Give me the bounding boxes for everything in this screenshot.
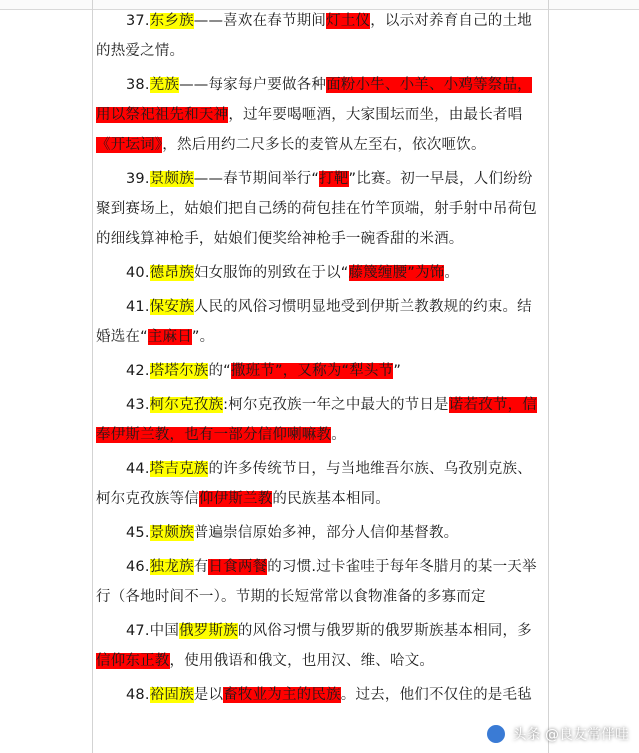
text-run: 人民的风俗习惯明显地受到伊斯兰教教规的约束。结婚选在“	[96, 299, 532, 345]
text-run: 普遍崇信原始多神，部分人信仰基督教。	[193, 525, 459, 541]
text-run: ”比赛。初一早晨，人们纷纷聚到赛场上，姑娘们把自己绣的荷包挂在竹竿顶端，射手射中吊荷包的细线算神枪手，姑娘们便奖给神枪手一碗香甜的米酒。	[96, 171, 537, 247]
text-run: 的“	[208, 363, 231, 379]
highlight-yellow: 景颇族	[149, 525, 194, 541]
text-run: 。	[331, 427, 346, 443]
text-run: :柯尔克孜族一年之中最大的节日是	[223, 397, 449, 413]
text-run: 是以	[193, 687, 224, 703]
paragraph	[96, 356, 546, 386]
highlight-yellow: 柯尔克孜族	[149, 397, 224, 413]
text-run: ，然后用约二尺多长的麦管从左至右，依次咂饮。	[162, 137, 486, 153]
text-run: 48.	[126, 687, 150, 703]
text-run: ，使用俄语和俄文，也用汉、维、哈文。	[169, 653, 435, 669]
paragraph	[96, 6, 546, 66]
paragraph	[96, 70, 546, 160]
watermark-avatar-icon	[485, 723, 507, 745]
text-run: 37.	[126, 13, 150, 29]
highlight-red: 面粉小牛、小羊、小鸡等祭品，用以祭祀祖先和天神	[96, 77, 532, 123]
text-run: 的习惯.过卡雀哇于每年冬腊月的某一天举行（各地时间不一）。节期的长短常常以食物准备的多寡而定	[96, 559, 537, 605]
text-run: 。	[444, 265, 460, 281]
text-run: ，过年要喝咂酒，大家围坛而坐，由最长者唱	[228, 107, 523, 123]
highlight-red: 《开坛词》	[96, 137, 163, 153]
highlight-yellow: 德昂族	[149, 265, 194, 281]
text-run: ——春节期间举行“	[193, 171, 320, 187]
document-body	[96, 6, 546, 714]
text-run: ”。	[191, 329, 215, 345]
highlight-yellow: 塔塔尔族	[149, 363, 209, 379]
paragraph	[96, 390, 546, 450]
watermark	[485, 723, 629, 745]
paragraph	[96, 164, 546, 254]
text-run: 38.	[126, 77, 150, 93]
paragraph	[96, 616, 546, 676]
paragraph	[96, 258, 546, 288]
text-run: 44.	[126, 461, 150, 477]
highlight-red: 打靶	[319, 171, 349, 187]
text-run: 42.	[126, 363, 150, 379]
text-run: 妇女服饰的别致在于以“	[193, 265, 349, 281]
text-run: 39.	[126, 171, 150, 187]
text-run: ”	[393, 363, 402, 379]
highlight-red: 日食两餐	[208, 559, 268, 575]
highlight-red: 藤篾缠腰”为饰	[348, 265, 445, 281]
paragraph	[96, 292, 546, 352]
text-run: 40.	[126, 265, 150, 281]
highlight-yellow: 景颇族	[149, 171, 194, 187]
paragraph	[96, 454, 546, 514]
text-run: 45.	[126, 525, 150, 541]
highlight-red: 畜牧业为主的民族	[223, 687, 341, 703]
highlight-red: 诺若孜节，信奉伊斯兰教，也有一部分信仰喇嘛教	[96, 397, 537, 443]
text-run: 有	[193, 559, 209, 575]
text-run: 。过去，他们不仅住的是毛毡	[340, 687, 532, 703]
paragraph	[96, 680, 546, 710]
text-run: 43.	[126, 397, 150, 413]
paragraph	[96, 552, 546, 612]
text-run: 46.	[126, 559, 150, 575]
highlight-yellow: 东乡族	[149, 13, 194, 29]
text-run: 47.中国	[126, 623, 180, 639]
margin-guide-right	[548, 0, 549, 753]
paragraph	[96, 518, 546, 548]
highlight-red: 撒班节”，又称为“犁头节	[230, 363, 394, 379]
highlight-red: 仰伊斯兰教	[198, 491, 273, 507]
text-run: 的民族基本相同。	[272, 491, 391, 507]
text-run: 的许多传统节日，与当地维吾尔族、乌孜别克族、柯尔克孜族等信	[96, 461, 532, 507]
highlight-yellow: 独龙族	[149, 559, 194, 575]
text-run: ——每家每户要做各种	[179, 77, 327, 93]
highlight-yellow: 俄罗斯族	[179, 623, 238, 639]
text-run: 的风俗习惯与俄罗斯的俄罗斯族基本相同，多	[237, 623, 532, 639]
highlight-yellow: 羌族	[149, 77, 180, 93]
highlight-yellow: 裕固族	[149, 687, 194, 703]
text-run: ——喜欢在春节期间	[193, 13, 327, 29]
highlight-red: 信仰东正教	[96, 653, 170, 669]
text-run: ，以示对养育自己的土地的热爱之情。	[96, 13, 532, 59]
highlight-red: 主麻日	[147, 329, 192, 345]
text-run: 41.	[126, 299, 150, 315]
highlight-red: 灯土仪	[326, 13, 371, 29]
highlight-yellow: 塔吉克族	[149, 461, 209, 477]
margin-guide-left	[92, 0, 93, 753]
watermark-text: 头条 @良友常伴哇	[512, 727, 629, 743]
highlight-yellow: 保安族	[149, 299, 194, 315]
